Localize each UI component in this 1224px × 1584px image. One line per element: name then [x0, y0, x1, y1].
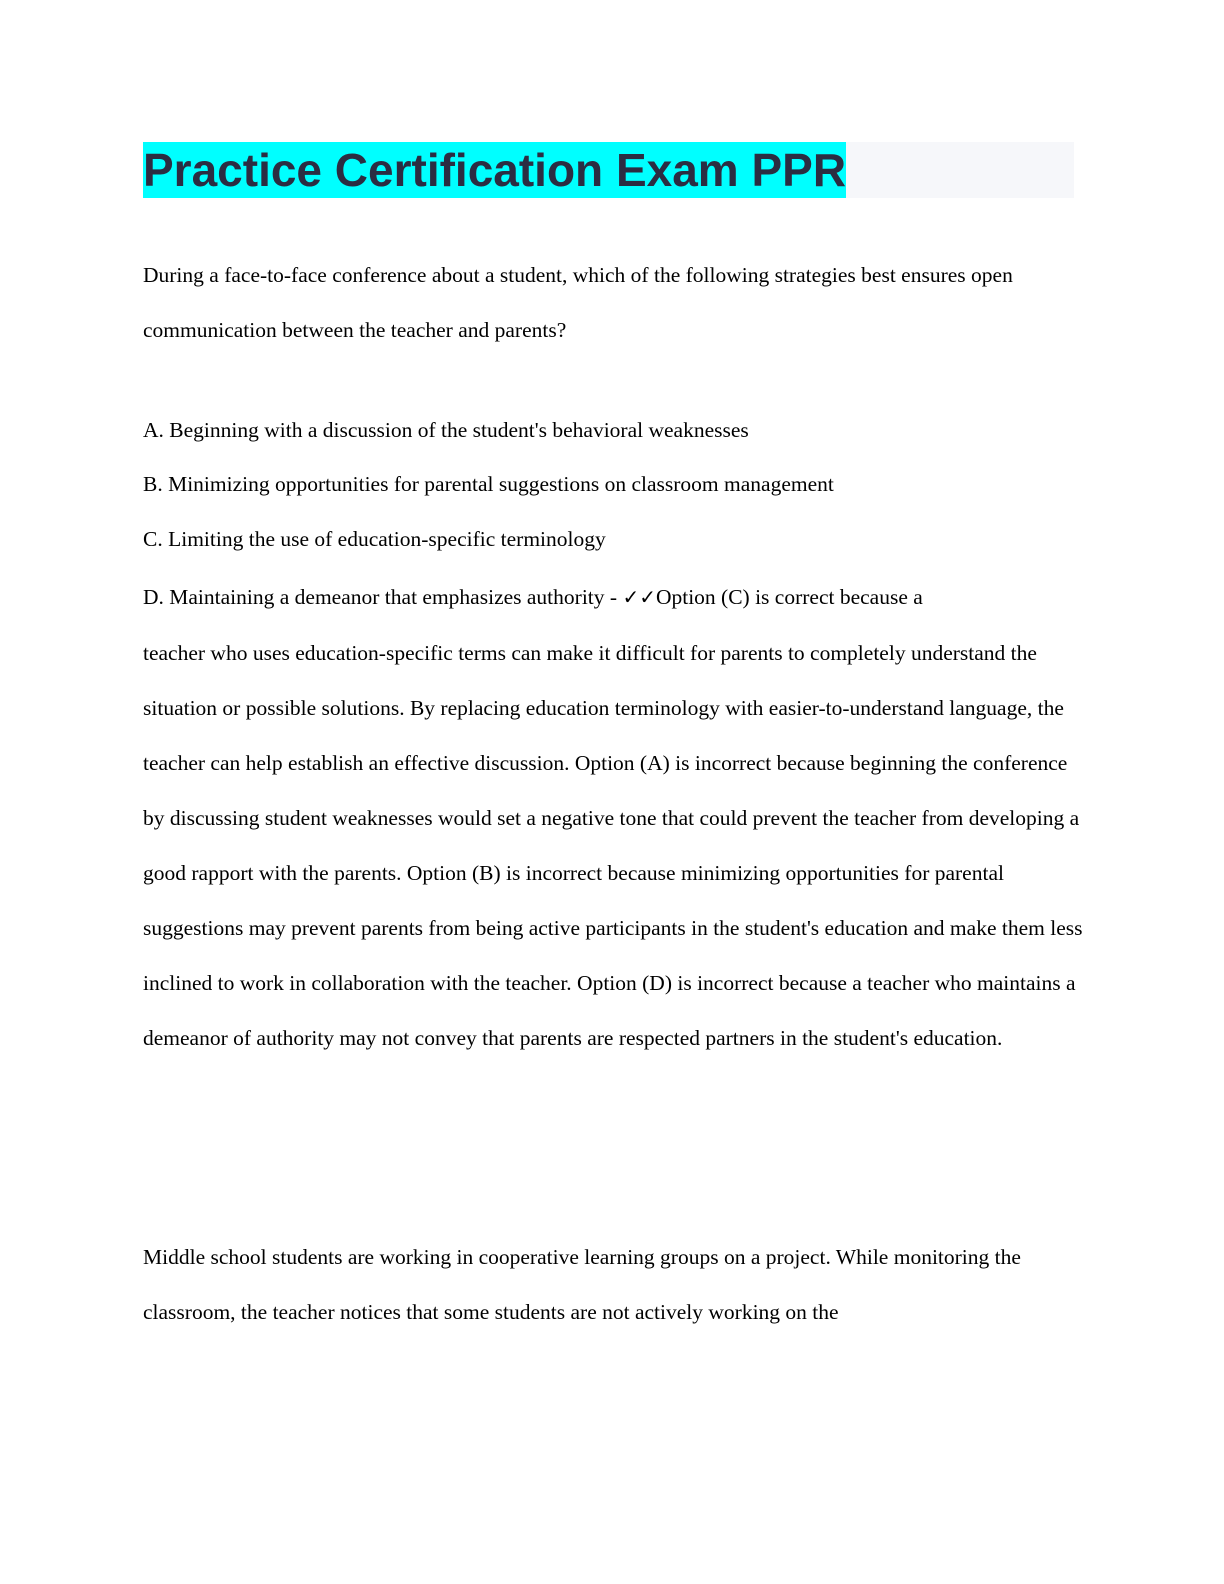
- page-title: Practice Certification Exam PPR: [143, 144, 847, 196]
- question-1-option-d-and-answer: [143, 580, 1083, 1066]
- question-1-option-a: A. Beginning with a discussion of the student's behavioral weaknesses: [143, 418, 749, 442]
- answer-explanation-start: Option (C) is correct because a: [655, 585, 923, 609]
- option-d-line: [143, 580, 1083, 615]
- check-mark-icon: ✓✓: [622, 585, 656, 609]
- question-1-option-d: D. Maintaining a demeanor that emphasizes authority -: [143, 585, 623, 609]
- answer-explanation: teacher who uses education-specific terms can make it difficult for parents to completely understand the situation or possible solutions. By replacing education terminology with easier-to-understand language, the teacher can help establish an effective discussion. Option (A) is incorrect because beginning the conference by discussing student weaknesses would set a negative tone that could prevent the teacher from developing a good rapport with the parents. Option (B) is incorrect because minimizing opportunities for parental suggestions may prevent parents from being active participants in the student's education and make them less inclined to work in collaboration with the teacher. Option (D) is incorrect because a teacher who maintains a demeanor of authority may not convey that parents are respected partners in the student's education.: [143, 641, 1083, 1050]
- question-1-option-c: C. Limiting the use of education-specific terminology: [143, 527, 606, 551]
- question-1-prompt: During a face-to-face conference about a student, which of the following strategies best ensures open communication between the teacher and parents?: [143, 263, 1013, 342]
- question-1-option-b: B. Minimizing opportunities for parental suggestions on classroom management: [143, 472, 834, 496]
- question-2-prompt: Middle school students are working in cooperative learning groups on a project. While monitoring the classroom, the teacher notices that some students are not actively working on the: [143, 1245, 1021, 1324]
